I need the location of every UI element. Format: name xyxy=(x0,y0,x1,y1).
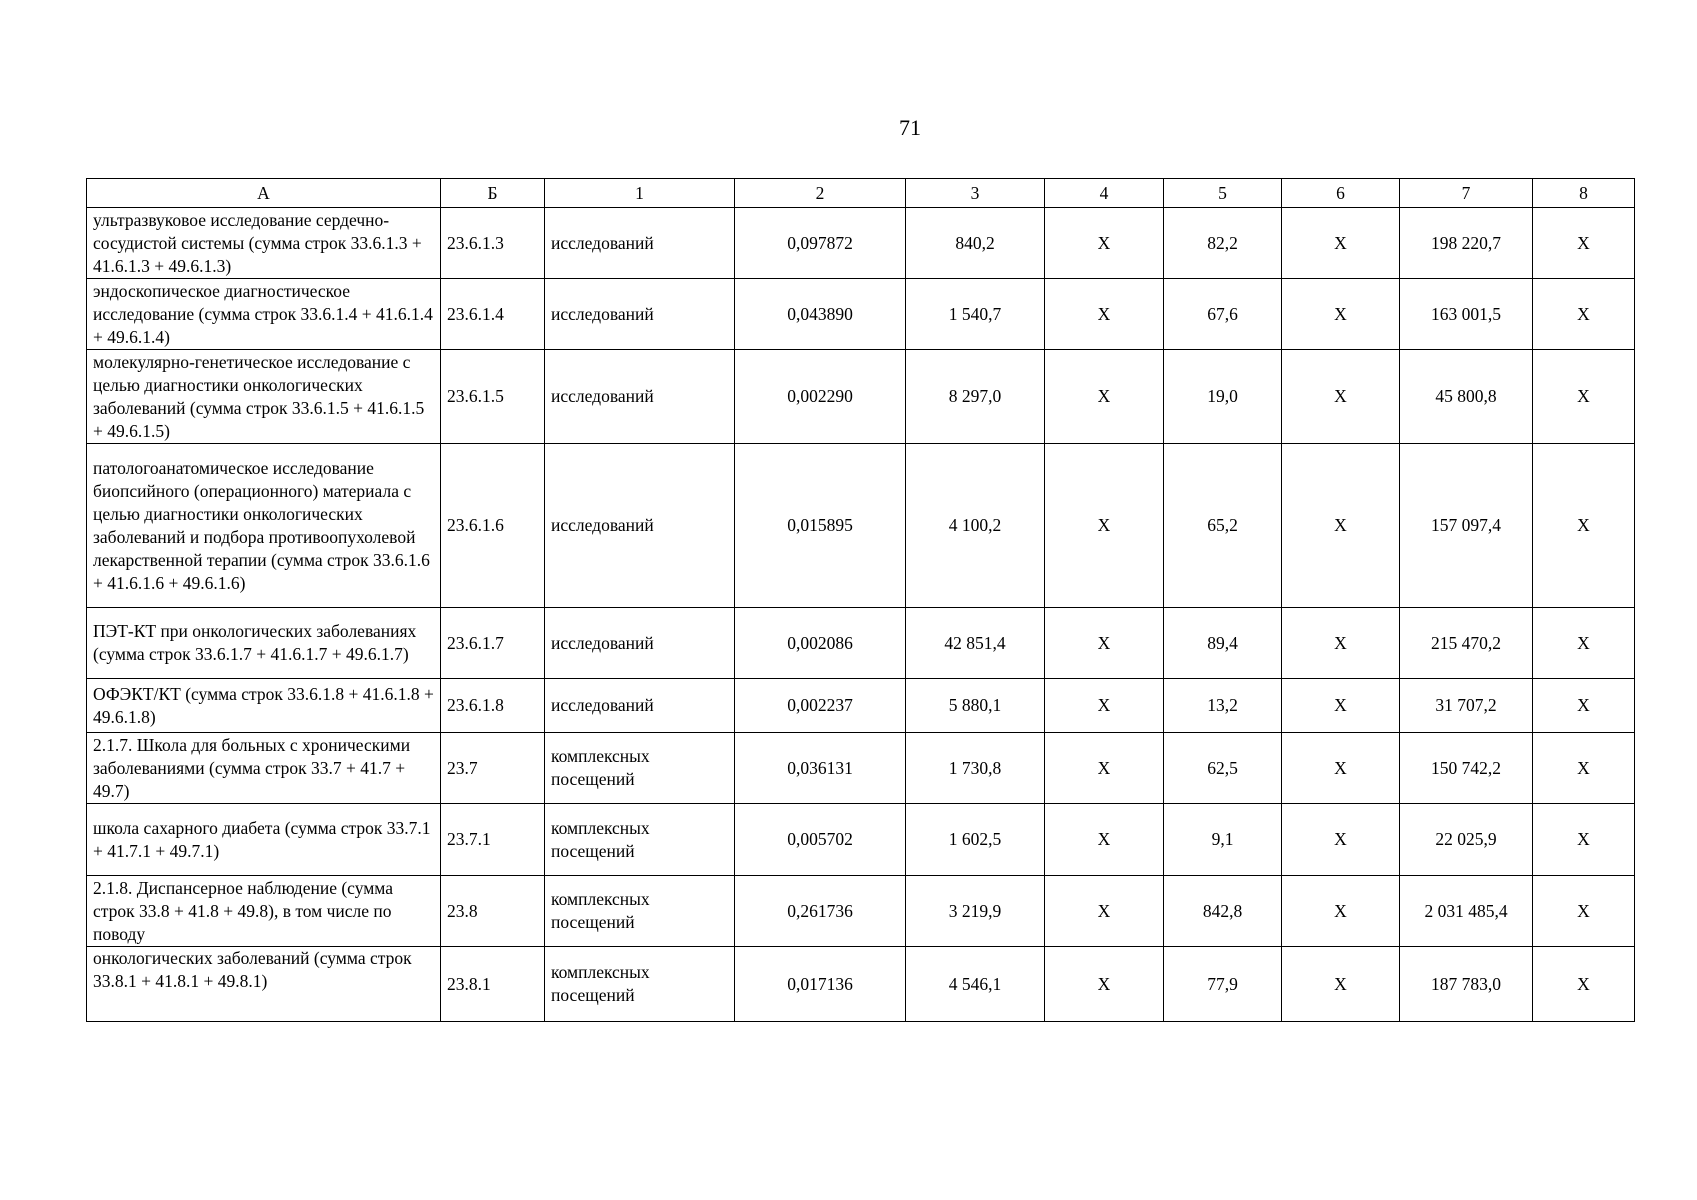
row-value-cell: 0,015895 xyxy=(735,444,906,608)
row-value-cell: Х xyxy=(1282,350,1400,444)
row-code-cell: 23.6.1.4 xyxy=(441,279,545,350)
header-cell: 3 xyxy=(906,179,1045,208)
row-value-cell: Х xyxy=(1282,947,1400,1022)
row-value-cell: 0,017136 xyxy=(735,947,906,1022)
table-row xyxy=(87,350,1635,444)
row-name-cell: ПЭТ-КТ при онкологических заболеваниях (сумма строк 33.6.1.7 + 41.6.1.7 + 49.6.1.7) xyxy=(87,608,441,679)
row-code-cell: 23.6.1.7 xyxy=(441,608,545,679)
row-unit-cell: комплексных посещений xyxy=(545,947,735,1022)
row-name-cell: эндоскопическое диагностическое исследование (сумма строк 33.6.1.4 + 41.6.1.4 + 49.6.1.4) xyxy=(87,279,441,350)
row-value-cell: Х xyxy=(1282,444,1400,608)
row-value-cell: 31 707,2 xyxy=(1400,679,1533,733)
row-value-cell: 0,097872 xyxy=(735,208,906,279)
row-value-cell: Х xyxy=(1533,947,1635,1022)
row-name-cell: онкологических заболеваний (сумма строк 33.8.1 + 41.8.1 + 49.8.1) xyxy=(87,947,441,1022)
header-cell: 5 xyxy=(1164,179,1282,208)
row-value-cell: Х xyxy=(1045,947,1164,1022)
row-value-cell: 62,5 xyxy=(1164,733,1282,804)
row-code-cell: 23.6.1.8 xyxy=(441,679,545,733)
table-row xyxy=(87,444,1635,608)
row-value-cell: 89,4 xyxy=(1164,608,1282,679)
row-value-cell: Х xyxy=(1533,208,1635,279)
row-unit-cell: комплексных посещений xyxy=(545,733,735,804)
row-value-cell: Х xyxy=(1045,444,1164,608)
table-row xyxy=(87,279,1635,350)
row-value-cell: 0,002086 xyxy=(735,608,906,679)
row-value-cell: Х xyxy=(1282,804,1400,876)
header-cell: 6 xyxy=(1282,179,1400,208)
row-value-cell: Х xyxy=(1533,608,1635,679)
row-name-cell: 2.1.8. Диспансерное наблюдение (сумма строк 33.8 + 41.8 + 49.8), в том числе по поводу xyxy=(87,876,441,947)
row-code-cell: 23.7 xyxy=(441,733,545,804)
page-number: 71 xyxy=(899,115,921,140)
row-value-cell: Х xyxy=(1282,876,1400,947)
row-value-cell: Х xyxy=(1045,279,1164,350)
row-value-cell: 42 851,4 xyxy=(906,608,1045,679)
row-value-cell: 5 880,1 xyxy=(906,679,1045,733)
row-value-cell: 13,2 xyxy=(1164,679,1282,733)
table-row xyxy=(87,608,1635,679)
row-name-cell: ОФЭКТ/КТ (сумма строк 33.6.1.8 + 41.6.1.8 + 49.6.1.8) xyxy=(87,679,441,733)
row-value-cell: 1 540,7 xyxy=(906,279,1045,350)
header-cell: А xyxy=(87,179,441,208)
row-unit-cell: исследований xyxy=(545,350,735,444)
row-value-cell: 187 783,0 xyxy=(1400,947,1533,1022)
row-unit-cell: исследований xyxy=(545,279,735,350)
header-row xyxy=(87,179,1635,208)
row-value-cell: 198 220,7 xyxy=(1400,208,1533,279)
row-code-cell: 23.8.1 xyxy=(441,947,545,1022)
row-value-cell: Х xyxy=(1533,733,1635,804)
row-value-cell: 67,6 xyxy=(1164,279,1282,350)
row-value-cell: 842,8 xyxy=(1164,876,1282,947)
row-value-cell: 0,043890 xyxy=(735,279,906,350)
row-value-cell: Х xyxy=(1045,876,1164,947)
header-cell: 4 xyxy=(1045,179,1164,208)
row-value-cell: Х xyxy=(1045,733,1164,804)
row-name-cell: молекулярно-генетическое исследование с целью диагностики онкологических заболеваний (сумма строк 33.6.1.5 + 41.6.1.5 + 49.6.1.5) xyxy=(87,350,441,444)
row-value-cell: 8 297,0 xyxy=(906,350,1045,444)
row-value-cell: Х xyxy=(1045,804,1164,876)
row-value-cell: Х xyxy=(1045,208,1164,279)
row-value-cell: 19,0 xyxy=(1164,350,1282,444)
row-value-cell: Х xyxy=(1533,350,1635,444)
header-cell: 7 xyxy=(1400,179,1533,208)
row-value-cell: 0,261736 xyxy=(735,876,906,947)
row-value-cell: 3 219,9 xyxy=(906,876,1045,947)
row-value-cell: 1 730,8 xyxy=(906,733,1045,804)
table-row xyxy=(87,679,1635,733)
row-value-cell: Х xyxy=(1045,350,1164,444)
row-unit-cell: исследований xyxy=(545,208,735,279)
row-value-cell: 0,002290 xyxy=(735,350,906,444)
row-value-cell: 65,2 xyxy=(1164,444,1282,608)
row-value-cell: Х xyxy=(1282,733,1400,804)
row-code-cell: 23.6.1.3 xyxy=(441,208,545,279)
row-value-cell: 840,2 xyxy=(906,208,1045,279)
row-code-cell: 23.7.1 xyxy=(441,804,545,876)
row-value-cell: 45 800,8 xyxy=(1400,350,1533,444)
header-cell: Б xyxy=(441,179,545,208)
row-value-cell: Х xyxy=(1282,679,1400,733)
row-value-cell: Х xyxy=(1533,679,1635,733)
header-cell: 1 xyxy=(545,179,735,208)
row-name-cell: патологоанатомическое исследование биопсийного (операционного) материала с целью диагностики онкологических заболеваний и подбора противоопухолевой лекарственной терапии (сумма строк 33.6.1.6 + 41.6.1.6 + 49.6.1.6) xyxy=(87,444,441,608)
row-unit-cell: комплексных посещений xyxy=(545,876,735,947)
row-name-cell: ультразвуковое исследование сердечно-сосудистой системы (сумма строк 33.6.1.3 + 41.6.1.3 + 49.6.1.3) xyxy=(87,208,441,279)
row-unit-cell: комплексных посещений xyxy=(545,804,735,876)
row-value-cell: 215 470,2 xyxy=(1400,608,1533,679)
data-table xyxy=(86,178,1635,1022)
table-row xyxy=(87,208,1635,279)
header-cell: 8 xyxy=(1533,179,1635,208)
row-value-cell: 0,002237 xyxy=(735,679,906,733)
row-value-cell: 1 602,5 xyxy=(906,804,1045,876)
row-value-cell: 9,1 xyxy=(1164,804,1282,876)
row-value-cell: 82,2 xyxy=(1164,208,1282,279)
row-value-cell: Х xyxy=(1045,679,1164,733)
row-value-cell: 4 546,1 xyxy=(906,947,1045,1022)
row-value-cell: 163 001,5 xyxy=(1400,279,1533,350)
row-value-cell: Х xyxy=(1282,608,1400,679)
row-code-cell: 23.6.1.5 xyxy=(441,350,545,444)
row-value-cell: Х xyxy=(1282,208,1400,279)
row-value-cell: Х xyxy=(1045,608,1164,679)
row-value-cell: 2 031 485,4 xyxy=(1400,876,1533,947)
row-value-cell: Х xyxy=(1533,444,1635,608)
row-value-cell: 157 097,4 xyxy=(1400,444,1533,608)
row-value-cell: 77,9 xyxy=(1164,947,1282,1022)
table-row xyxy=(87,876,1635,947)
table-row xyxy=(87,733,1635,804)
header-cell: 2 xyxy=(735,179,906,208)
row-value-cell: 0,005702 xyxy=(735,804,906,876)
row-value-cell: 4 100,2 xyxy=(906,444,1045,608)
row-value-cell: Х xyxy=(1533,279,1635,350)
row-value-cell: Х xyxy=(1533,876,1635,947)
row-value-cell: Х xyxy=(1533,804,1635,876)
row-value-cell: Х xyxy=(1282,279,1400,350)
table-row xyxy=(87,804,1635,876)
row-code-cell: 23.8 xyxy=(441,876,545,947)
row-unit-cell: исследований xyxy=(545,608,735,679)
row-name-cell: школа сахарного диабета (сумма строк 33.7.1 + 41.7.1 + 49.7.1) xyxy=(87,804,441,876)
row-name-cell: 2.1.7. Школа для больных с хроническими заболеваниями (сумма строк 33.7 + 41.7 + 49.7) xyxy=(87,733,441,804)
row-unit-cell: исследований xyxy=(545,679,735,733)
table-row xyxy=(87,947,1635,1022)
row-value-cell: 0,036131 xyxy=(735,733,906,804)
row-unit-cell: исследований xyxy=(545,444,735,608)
row-value-cell: 150 742,2 xyxy=(1400,733,1533,804)
row-code-cell: 23.6.1.6 xyxy=(441,444,545,608)
row-value-cell: 22 025,9 xyxy=(1400,804,1533,876)
